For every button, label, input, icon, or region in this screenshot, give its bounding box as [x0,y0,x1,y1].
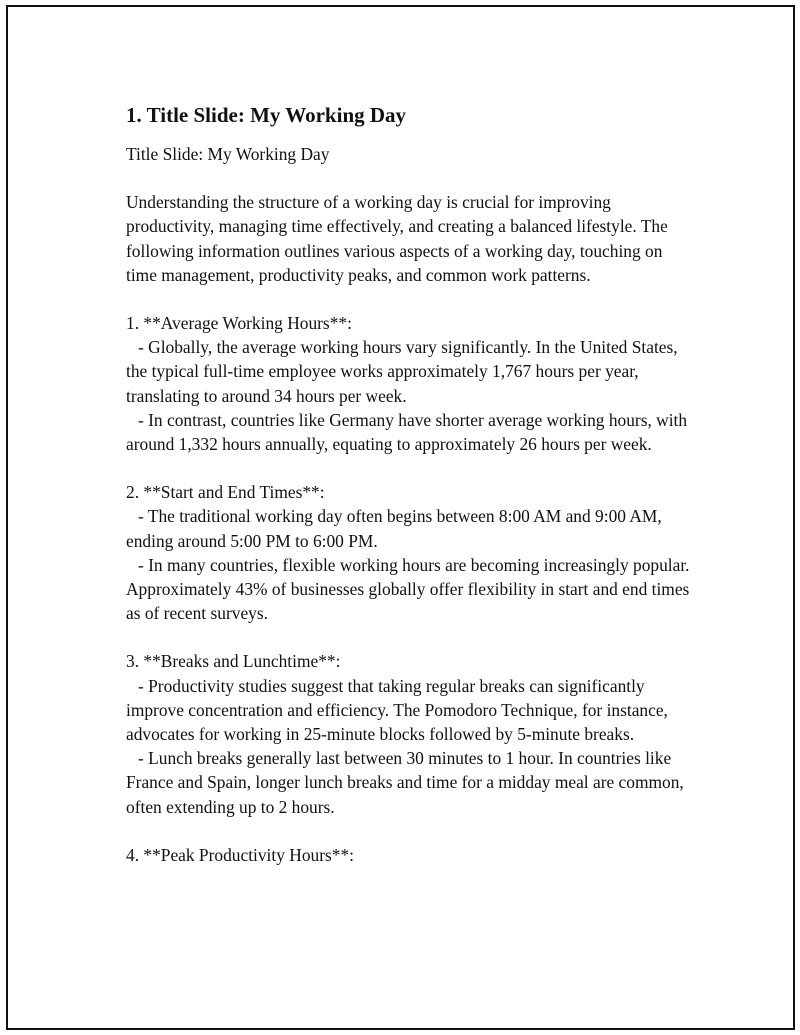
document-subtitle: Title Slide: My Working Day [126,144,330,164]
page-frame [6,5,795,1030]
section-title: 4. **Peak Productivity Hours**: [126,844,354,865]
bullet-item: - Productivity studies suggest that taking regular breaks can significantly improve concentration and efficiency. The Pomodoro Technique, for instance, advocates for working in 25-minute blocks followed by 5-minute breaks. [126,675,668,745]
section-title: 2. **Start and End Times**: [126,482,325,503]
section-title: 1. **Average Working Hours**: [126,313,352,334]
bullet-item: - Globally, the average working hours vary significantly. In the United States, the typical full-time employee works approximately 1,767 hours per year, translating to around 34 hours per week. [126,337,678,406]
section-title: 3. **Breaks and Lunchtime**: [126,651,341,672]
section-average-working-hours [126,311,696,456]
bullet-item: - Lunch breaks generally last between 30 minutes to 1 hour. In countries like France and Spain, longer lunch breaks and time for a midday meal are common, often extending up to 2 hours. [126,748,684,817]
bullet-item: - The traditional working day often begins between 8:00 AM and 9:00 AM, ending around 5:00 PM to 6:00 PM. [126,506,662,551]
section-breaks-lunchtime [126,649,696,818]
intro-paragraph: Understanding the structure of a working day is crucial for improving productivity, managing time effectively, and creating a balanced lifestyle. The following information outlines various aspects of a working day, touching on time management, productivity peaks, and common work patterns. [126,192,668,285]
document-body [126,103,696,891]
bullet-item: - In many countries, flexible working hours are becoming increasingly popular. Approximately 43% of businesses globally offer flexibility in start and end times as of recent surveys. [126,554,690,624]
bullet-item: - In contrast, countries like Germany have shorter average working hours, with around 1,332 hours annually, equating to approximately 26 hours per week. [126,409,688,455]
section-start-end-times [126,480,696,625]
section-peak-productivity [126,843,696,867]
document-heading: 1. Title Slide: My Working Day [126,103,407,127]
